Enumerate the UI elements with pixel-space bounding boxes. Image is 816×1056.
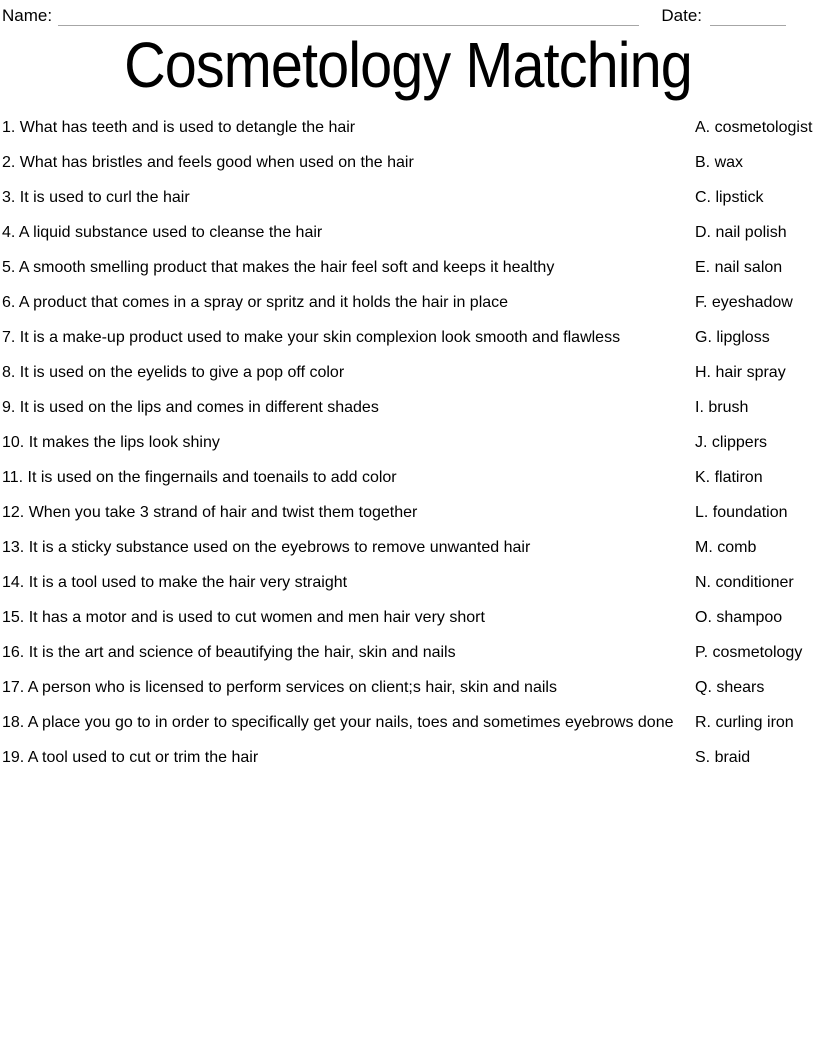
match-row bbox=[2, 746, 814, 769]
answer-text: L. foundation bbox=[695, 504, 788, 521]
question-text: 1. What has teeth and is used to detangle the hair bbox=[2, 119, 356, 136]
match-row bbox=[2, 641, 814, 664]
match-row bbox=[2, 606, 814, 629]
match-row bbox=[2, 431, 814, 454]
match-row bbox=[2, 291, 814, 314]
question-text: 4. A liquid substance used to cleanse the hair bbox=[2, 224, 323, 241]
answer-text: H. hair spray bbox=[695, 364, 786, 381]
match-row bbox=[2, 116, 814, 139]
question-text: 17. A person who is licensed to perform services on client;s hair, skin and nails bbox=[2, 679, 557, 696]
match-row bbox=[2, 536, 814, 559]
question-text: 11. It is used on the fingernails and toenails to add color bbox=[2, 469, 397, 486]
answer-text: I. brush bbox=[695, 399, 749, 416]
question-text: 6. A product that comes in a spray or spritz and it holds the hair in place bbox=[2, 294, 509, 311]
matching-list bbox=[2, 116, 814, 769]
match-row bbox=[2, 676, 814, 699]
question-text: 15. It has a motor and is used to cut women and men hair very short bbox=[2, 609, 485, 626]
answer-text: R. curling iron bbox=[695, 714, 794, 731]
header bbox=[2, 4, 814, 26]
match-row bbox=[2, 501, 814, 524]
name-label: Name: bbox=[2, 6, 53, 25]
match-row bbox=[2, 256, 814, 279]
date-blank-line bbox=[710, 8, 786, 26]
question-text: 13. It is a sticky substance used on the eyebrows to remove unwanted hair bbox=[2, 539, 531, 556]
answer-text: C. lipstick bbox=[695, 189, 764, 206]
question-text: 9. It is used on the lips and comes in different shades bbox=[2, 399, 379, 416]
question-text: 5. A smooth smelling product that makes the hair feel soft and keeps it healthy bbox=[2, 259, 555, 276]
question-text: 16. It is the art and science of beautifying the hair, skin and nails bbox=[2, 644, 456, 661]
question-text: 3. It is used to curl the hair bbox=[2, 189, 190, 206]
answer-text: J. clippers bbox=[695, 434, 768, 451]
answer-text: G. lipgloss bbox=[695, 329, 770, 346]
answer-text: O. shampoo bbox=[695, 609, 783, 626]
match-row bbox=[2, 151, 814, 174]
name-blank-line bbox=[58, 8, 639, 26]
answer-text: D. nail polish bbox=[695, 224, 787, 241]
answer-text: M. comb bbox=[695, 539, 757, 556]
question-text: 14. It is a tool used to make the hair very straight bbox=[2, 574, 348, 591]
question-text: 10. It makes the lips look shiny bbox=[2, 434, 220, 451]
date-label: Date: bbox=[661, 6, 702, 25]
match-row bbox=[2, 571, 814, 594]
match-row bbox=[2, 326, 814, 349]
answer-text: Q. shears bbox=[695, 679, 765, 696]
question-text: 19. A tool used to cut or trim the hair bbox=[2, 749, 259, 766]
match-row bbox=[2, 396, 814, 419]
question-text: 7. It is a make-up product used to make your skin complexion look smooth and flawless bbox=[2, 329, 621, 346]
match-row bbox=[2, 221, 814, 244]
answer-text: B. wax bbox=[695, 154, 744, 171]
question-text: 18. A place you go to in order to specifically get your nails, toes and sometimes eyebrows done bbox=[2, 714, 674, 731]
question-text: 12. When you take 3 strand of hair and twist them together bbox=[2, 504, 418, 521]
answer-text: A. cosmetologist bbox=[695, 119, 813, 136]
answer-text: P. cosmetology bbox=[695, 644, 803, 661]
answer-text: F. eyeshadow bbox=[695, 294, 793, 311]
match-row bbox=[2, 186, 814, 209]
page-title: Cosmetology Matching bbox=[124, 29, 692, 101]
match-row bbox=[2, 711, 814, 734]
match-row bbox=[2, 466, 814, 489]
answer-text: S. braid bbox=[695, 749, 751, 766]
match-row bbox=[2, 361, 814, 384]
answer-text: K. flatiron bbox=[695, 469, 763, 486]
question-text: 8. It is used on the eyelids to give a pop off color bbox=[2, 364, 345, 381]
answer-text: N. conditioner bbox=[695, 574, 794, 591]
answer-text: E. nail salon bbox=[695, 259, 783, 276]
question-text: 2. What has bristles and feels good when used on the hair bbox=[2, 154, 414, 171]
